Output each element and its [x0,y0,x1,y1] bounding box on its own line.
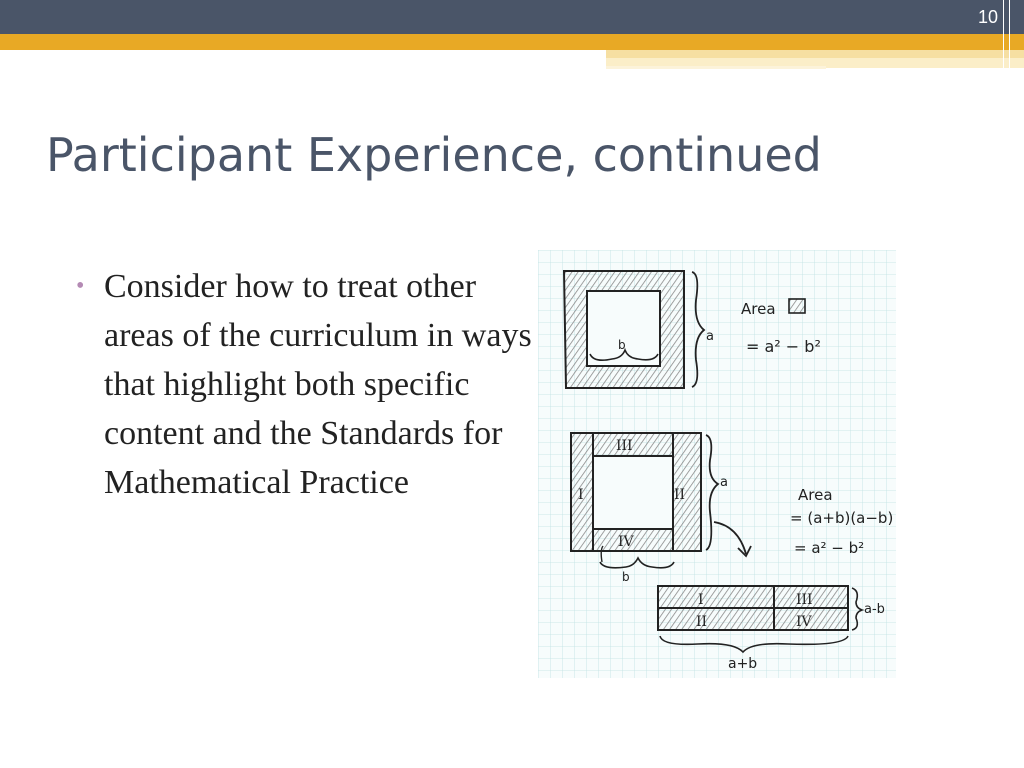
label-b-mid: b [622,570,630,584]
region-4-label-bottom: IV [796,614,812,630]
region-4-label-mid: IV [618,534,634,550]
slide-number: 10 [977,7,998,27]
bullet-icon: • [76,273,85,299]
region-1-label-mid: I [578,487,584,503]
region-2-label-mid: II [674,487,686,503]
equation-mid-1: = (a+b)(a−b) [790,509,894,527]
area-square-icon [789,299,805,313]
label-a-minus-b: a-b [864,602,885,617]
diagram-square-difference [564,271,704,388]
label-b-top: b [618,338,626,352]
label-a-top: a [706,329,714,344]
region-3-label-mid: III [616,438,633,454]
diagram-four-regions [571,433,718,568]
equation-mid-2: = a² − b² [794,539,865,557]
header-decor-line [1009,0,1010,70]
bullet-list [74,262,534,507]
label-area-mid: Area [798,486,833,504]
label-a-mid: a [720,475,728,490]
header-accent-stripe [0,34,1024,50]
header-decor-stripe [606,66,826,69]
region-2-label-bottom: II [696,614,708,630]
header-decor-line [1003,0,1004,70]
region-3-label-bottom: III [796,592,813,608]
slide-title: Participant Experience, continued [46,128,822,182]
header-bar [0,0,1024,34]
bullet-item [74,262,534,507]
label-a-plus-b: a+b [728,656,758,672]
label-area-top: Area [741,300,776,318]
equation-top: = a² − b² [746,337,821,356]
hand-drawn-diagram [538,250,896,678]
bullet-text: Consider how to treat other areas of the curriculum in ways that highlight both specific content and the Standards for Mathematical Practice [104,268,532,501]
header-decor-stripe [606,50,1024,58]
region-1-label-bottom: I [698,592,704,608]
